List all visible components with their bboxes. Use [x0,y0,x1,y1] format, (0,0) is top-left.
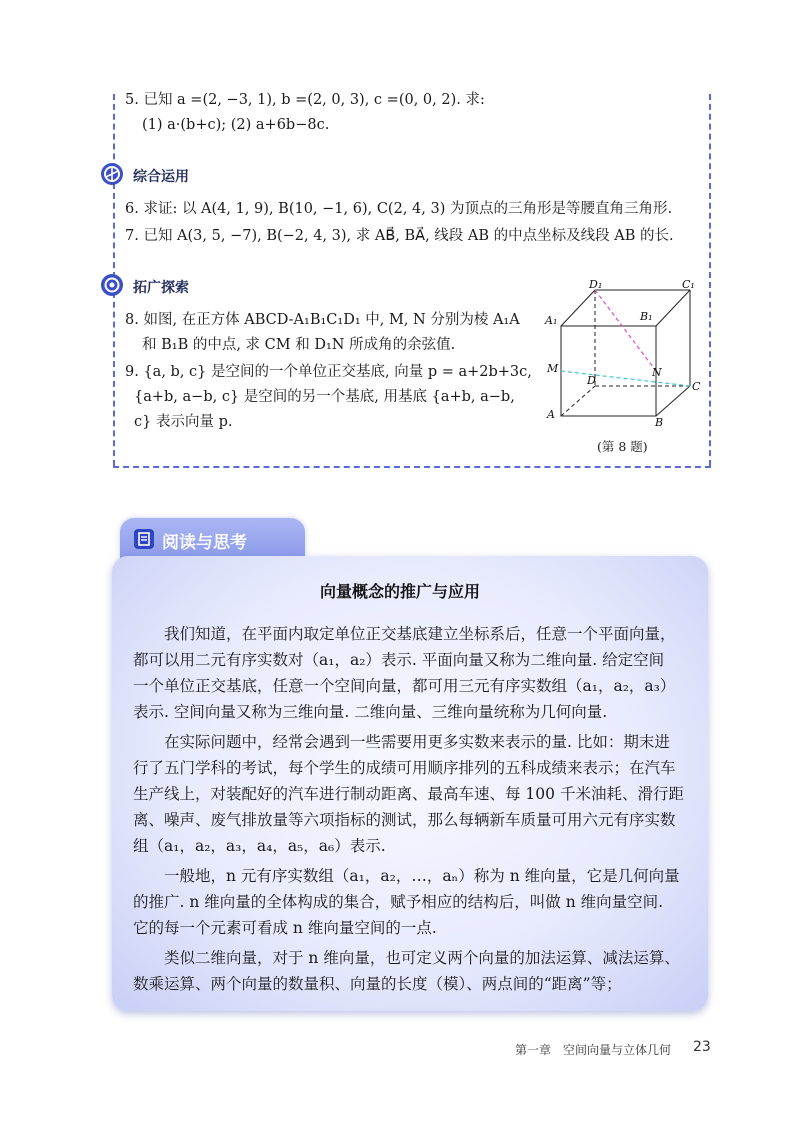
reading-tab-label: 阅读与思考 [162,533,247,553]
cube-figure [535,278,705,428]
p2-line-2: 行了五门学科的考试，每个学生的成绩可用顺序排列的五科成绩来表示；在汽车 [133,759,676,777]
section-comprehensive-title: 综合运用 [133,169,189,185]
label-b1: B₁ [640,310,653,323]
reading-body [133,621,693,997]
label-a1: A₁ [545,314,558,327]
label-d1: D₁ [589,278,603,291]
reading-tab-icon [134,529,154,549]
reading-title: 向量概念的推广与应用 [319,582,480,601]
exercise-8-line-1: 8. 如图, 在正方体 ABCD-A₁B₁C₁D₁ 中, M, N 分别为棱 A₁A [125,312,520,328]
p2-line-5: 组（a₁，a₂，a₃，a₄，a₅，a₆）表示. [133,837,386,855]
page-number: 23 [693,1039,711,1055]
p1-line-2: 都可以用二元有序实数对（a₁，a₂）表示. 平面向量又称为二维向量. 给定空间 [133,651,665,669]
p1-line-1: 我们知道，在平面内取定单位正交基底建立坐标系后，任意一个平面向量， [164,625,676,643]
comprehensive-icon [101,163,123,185]
p2-line-3: 生产线上，对装配好的汽车进行制动距离、最高车速、每 100 千米油耗、滑行距 [133,785,684,803]
frame-bottom-border [113,466,711,468]
p3-line-3: 它的每一个元素可看成 n 维向量空间的一点. [133,919,437,937]
p4-line-2: 数乘运算、两个向量的数量积、向量的长度（模）、两点间的“距离”等； [133,975,622,993]
footer-chapter: 第一章 空间向量与立体几何 [515,1043,672,1057]
p2-line-4: 离、噪声、废气排放量等六项指标的测试，那么每辆新车质量可用六元有序实数 [133,811,676,829]
p3-line-1: 一般地，n 元有序实数组（a₁，a₂，…，aₙ）称为 n 维向量，它是几何向量 [164,867,680,885]
label-c: C [692,380,701,393]
label-b: B [655,416,664,428]
figure-caption: (第 8 题) [597,439,648,454]
exercise-8-line-2: 和 B₁B 的中点, 求 CM 和 D₁N 所成角的余弦值. [142,337,456,353]
p3-line-2: 的推广. n 维向量的全体构成的集合，赋予相应的结构后，叫做 n 维向量空间. [133,893,664,911]
label-a: A [547,408,555,421]
p2-line-1: 在实际问题中，经常会遇到一些需要用更多实数来表示的量. 比如：期末进 [164,733,670,751]
p1-line-3: 一个单位正交基底，任意一个空间向量，都可用三元有序实数组（a₁，a₂，a₃） [133,677,676,695]
frame-right-border [709,94,711,466]
label-m: M [547,362,559,375]
exercise-7: 7. 已知 A(3, 5, −7), B(−2, 4, 3), 求 AB⃗, BA⃗, 线段 AB 的中点坐标及线段 AB 的长. [125,228,674,244]
exercise-9-line-3: c} 表示向量 p. [134,414,233,430]
label-c1: C₁ [682,278,695,291]
exercise-9-line-1: 9. {a, b, c} 是空间的一个单位正交基底, 向量 p = a+2b+3c, [125,364,532,380]
p1-line-4: 表示. 空间向量又称为三维向量. 二维向量、三维向量统称为几何向量. [133,703,608,721]
label-d: D [587,374,596,387]
exercise-5-line-1: 5. 已知 a =(2, −3, 1), b =(2, 0, 3), c =(0, 0, 2). 求: [125,92,485,108]
label-n: N [652,366,662,379]
section-explore-title: 拓广探索 [133,280,189,296]
exercise-9-line-2: {a+b, a−b, c} 是空间的另一个基底, 用基底 {a+b, a−b, [134,389,515,405]
p4-line-1: 类似二维向量，对于 n 维向量，也可定义两个向量的加法运算、减法运算、 [164,949,680,967]
explore-icon [101,274,123,296]
exercise-6: 6. 求证: 以 A(4, 1, 9), B(10, −1, 6), C(2, 4, 3) 为顶点的三角形是等腰直角三角形. [125,201,673,217]
exercise-5-line-2: (1) a·(b+c); (2) a+6b−8c. [142,117,330,133]
